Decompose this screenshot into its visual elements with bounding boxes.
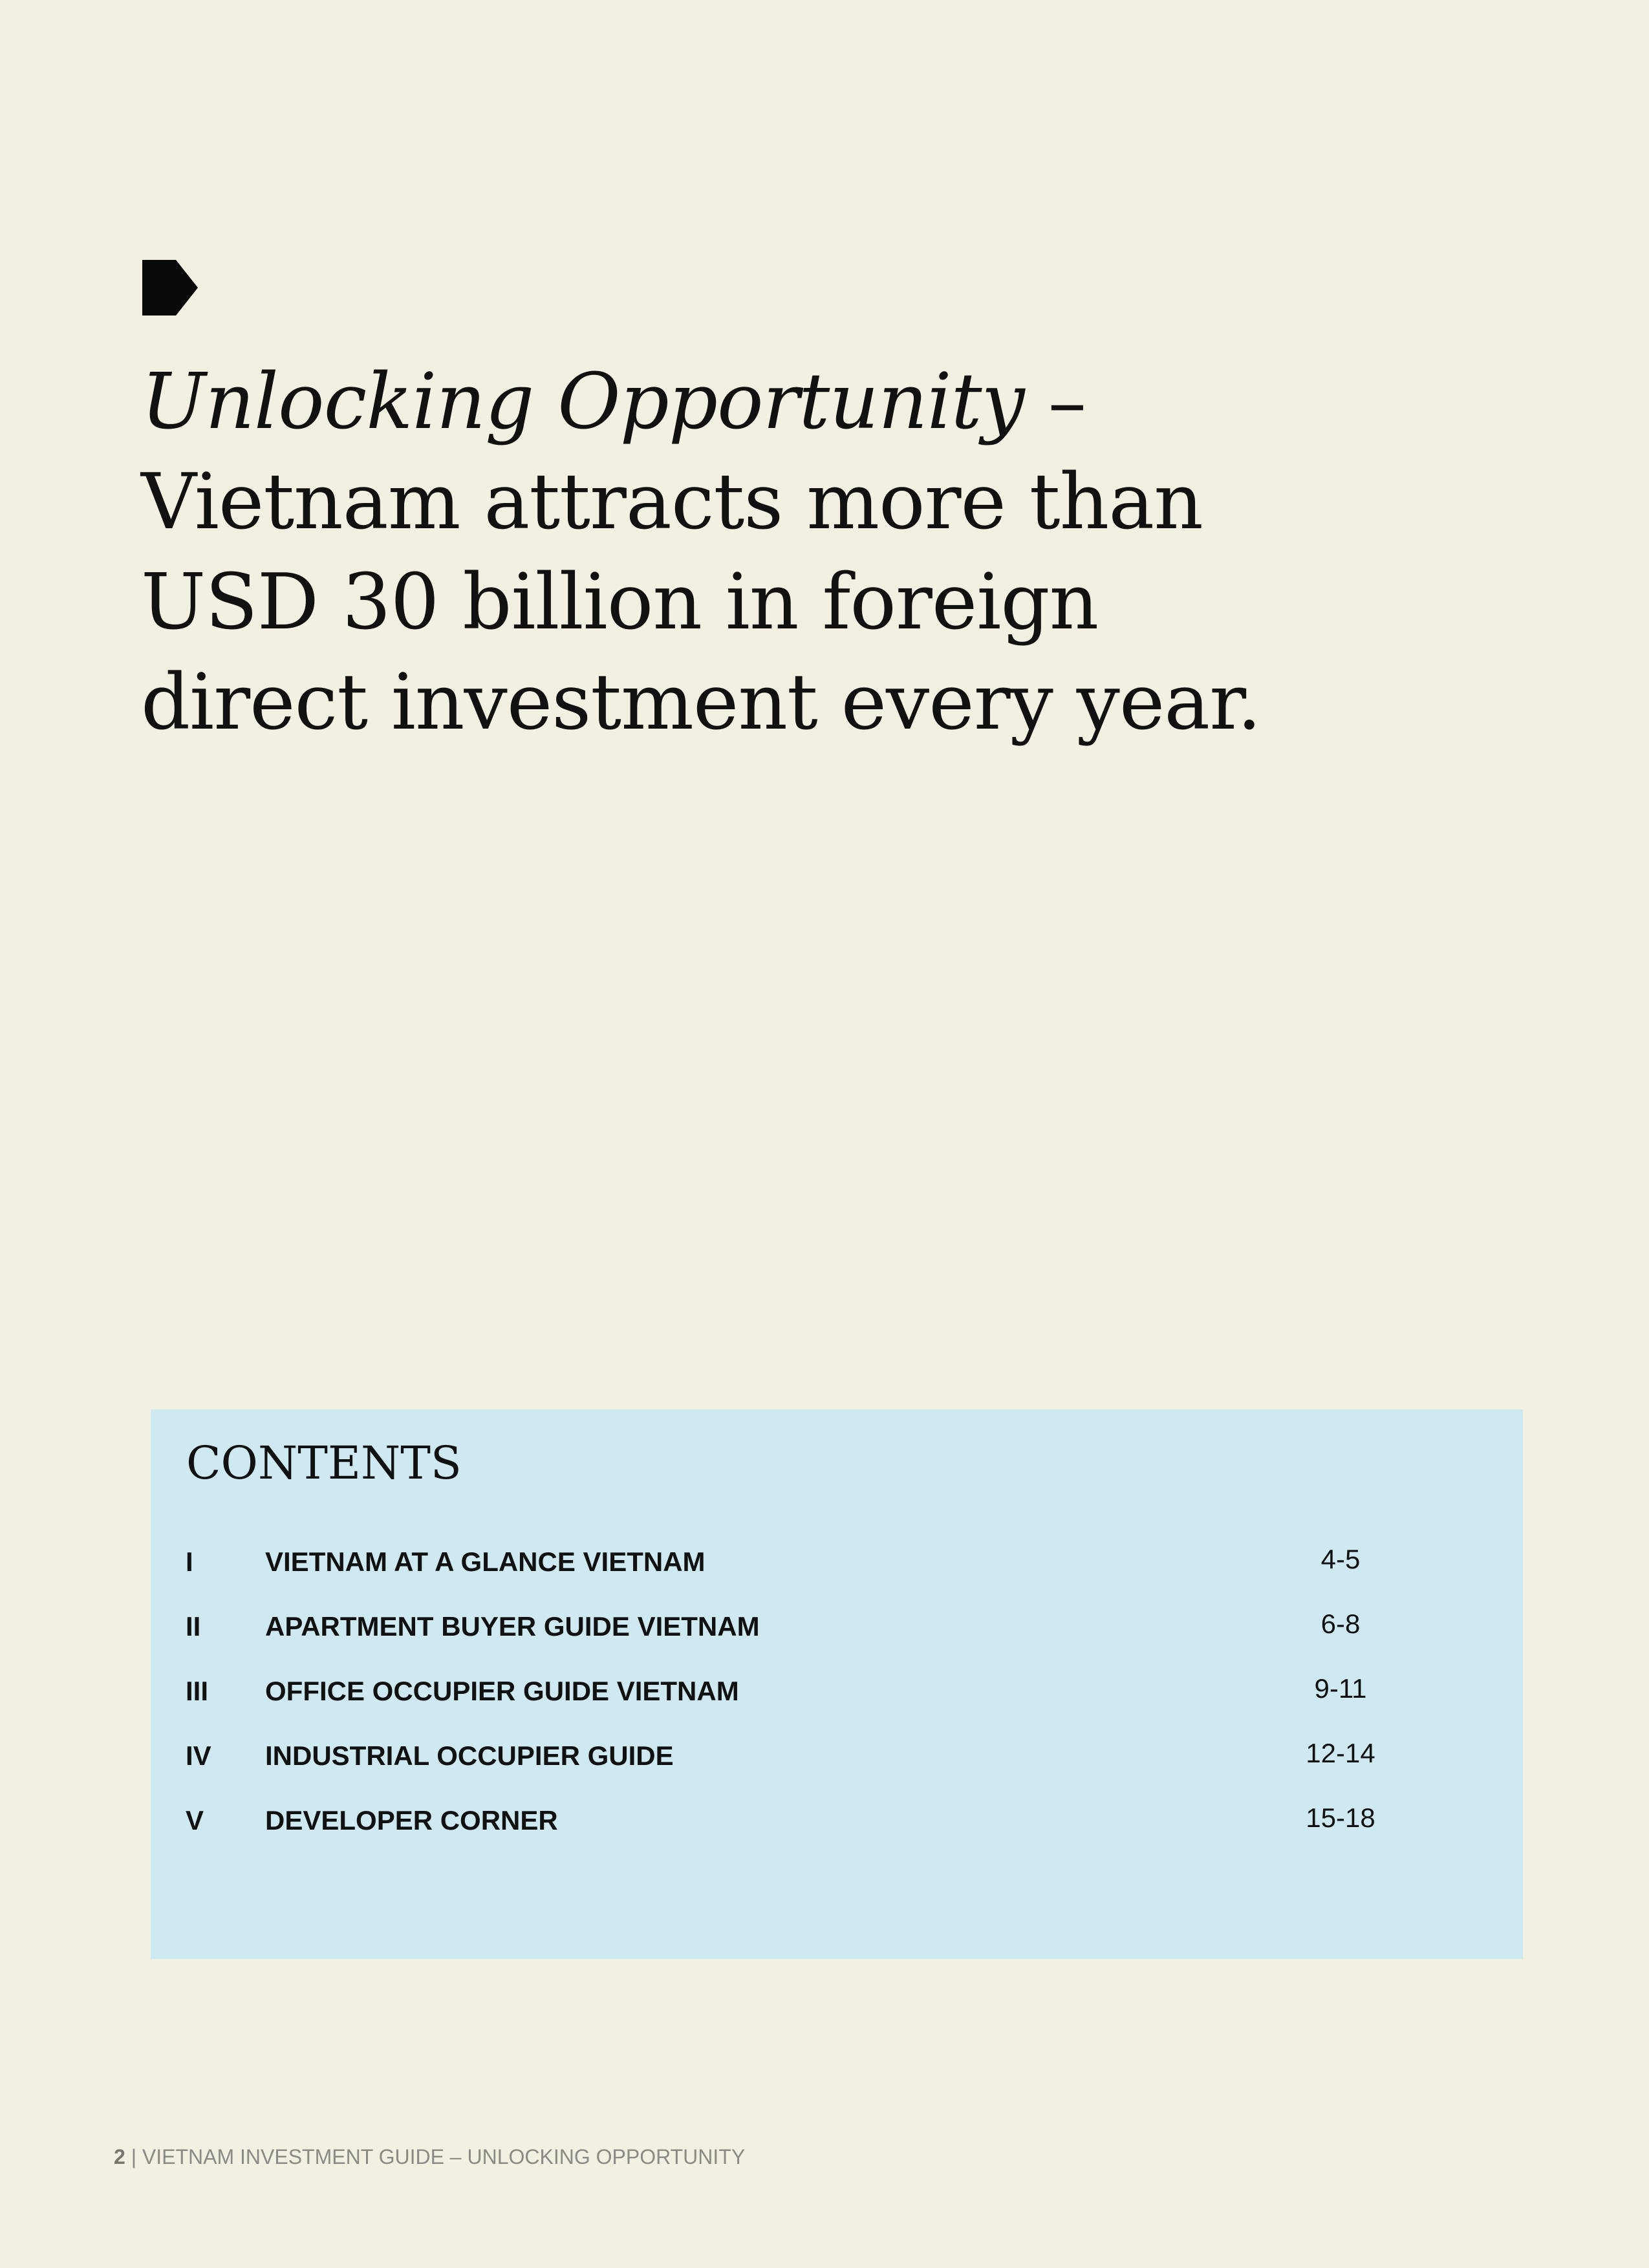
page-footer <box>114 2145 745 2169</box>
headline-line-1 <box>141 352 1370 453</box>
toc-item-title: INDUSTRIAL OCCUPIER GUIDE <box>265 1740 674 1771</box>
toc-item-title: APARTMENT BUYER GUIDE VIETNAM <box>265 1611 760 1642</box>
toc-item-number: IV <box>186 1740 211 1771</box>
toc-item[interactable] <box>151 1673 1523 1715</box>
footer-text: VIETNAM INVESTMENT GUIDE – UNLOCKING OPPORTUNITY <box>142 2145 746 2168</box>
toc-item[interactable] <box>151 1611 1523 1650</box>
contents-title: CONTENTS <box>186 1437 462 1490</box>
toc-item-number: II <box>186 1611 201 1642</box>
headline-italic: Unlocking Opportunity <box>141 358 1024 447</box>
toc-item-number: V <box>186 1805 204 1835</box>
toc-item[interactable] <box>151 1740 1523 1779</box>
headline-line-3: USD 30 billion in foreign <box>141 558 1099 647</box>
toc-item-number: I <box>186 1546 193 1577</box>
page-headline <box>141 352 1370 753</box>
toc-item-pages: 12-14 <box>1306 1738 1375 1768</box>
contents-box <box>151 1409 1523 1959</box>
footer-separator: | <box>125 2145 142 2168</box>
toc-item-title: OFFICE OCCUPIER GUIDE VIETNAM <box>265 1676 739 1706</box>
toc-item-title: DEVELOPER CORNER <box>265 1805 558 1835</box>
toc-item[interactable] <box>151 1546 1523 1585</box>
toc-item[interactable] <box>151 1805 1523 1844</box>
toc-item-pages: 15-18 <box>1306 1803 1375 1833</box>
headline-line-4: direct investment every year. <box>141 658 1261 747</box>
pentagon-arrow-icon <box>142 260 198 316</box>
toc-item-pages: 9-11 <box>1314 1673 1367 1704</box>
footer-page-number: 2 <box>114 2145 125 2168</box>
headline-line-2: Vietnam attracts more than <box>141 458 1203 547</box>
toc-item-number: III <box>186 1676 209 1706</box>
toc-item-title: VIETNAM AT A GLANCE VIETNAM <box>265 1546 706 1577</box>
toc-item-pages: 6-8 <box>1320 1609 1361 1639</box>
headline-dash: – <box>1024 358 1086 447</box>
toc-item-pages: 4-5 <box>1320 1544 1361 1574</box>
